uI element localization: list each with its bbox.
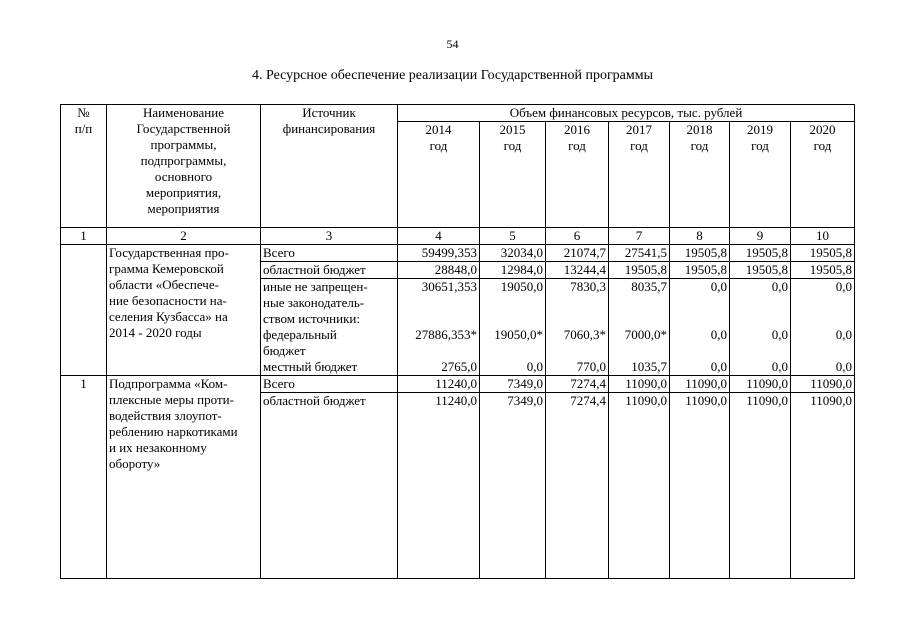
value-cell: 7349,0 (480, 393, 546, 579)
value-cell: 11090,0 (730, 393, 791, 579)
value-cell: 0,0 (480, 359, 546, 376)
column-number: 3 (261, 228, 398, 245)
header-text: подпрограммы, (140, 153, 227, 168)
year-header: 2016 год (546, 122, 609, 228)
value-cell: 19050,0 (480, 279, 546, 328)
value-cell: 11090,0 (791, 376, 855, 393)
source-cell: Всего (261, 376, 398, 393)
column-number: 7 (609, 228, 670, 245)
value-cell: 11090,0 (670, 376, 730, 393)
header-text: № (77, 105, 90, 120)
value-cell: 32034,0 (480, 245, 546, 262)
column-number: 5 (480, 228, 546, 245)
value-cell: 0,0 (730, 359, 791, 376)
subprogram-name-line: водействия злоупот- (109, 408, 222, 423)
program-name-line: 2014 - 2020 годы (109, 325, 202, 340)
header-text: мероприятия, (145, 185, 222, 200)
header-text: Наименование (143, 105, 224, 120)
value-cell: 19505,8 (791, 262, 855, 279)
value-cell: 0,0 (670, 359, 730, 376)
value-cell: 28848,0 (398, 262, 480, 279)
value-cell: 11090,0 (670, 393, 730, 579)
source-cell: областной бюджет (261, 262, 398, 279)
value-cell: 13244,4 (546, 262, 609, 279)
header-col-name (107, 105, 261, 228)
header-col-no (61, 105, 107, 228)
year-header: 2015 год (480, 122, 546, 228)
value-cell: 27541,5 (609, 245, 670, 262)
value-cell: 7830,3 (546, 279, 609, 328)
value-cell: 0,0 (670, 327, 730, 359)
subprogram-name-line: плексные меры проти- (109, 392, 234, 407)
year-header: 2020 год (791, 122, 855, 228)
source-cell (261, 279, 398, 328)
value-cell: 8035,7 (609, 279, 670, 328)
subprogram-name-line: реблению наркотиками (109, 424, 238, 439)
value-cell: 7274,4 (546, 393, 609, 579)
header-text: финансирования (282, 121, 376, 136)
value-cell: 7060,3* (546, 327, 609, 359)
program-name (107, 245, 261, 376)
value-cell: 19505,8 (791, 245, 855, 262)
year-header: 2019 год (730, 122, 791, 228)
value-cell: 0,0 (730, 279, 791, 328)
column-number: 8 (670, 228, 730, 245)
program-name-line: Государственная про- (109, 245, 229, 260)
subprogram-name-line: и их незаконному (109, 440, 207, 455)
source-line: федеральный (263, 327, 337, 342)
value-cell: 0,0 (730, 327, 791, 359)
value-cell: 12984,0 (480, 262, 546, 279)
source-cell (261, 327, 398, 359)
column-number: 10 (791, 228, 855, 245)
column-number: 1 (61, 228, 107, 245)
value-cell: 11240,0 (398, 376, 480, 393)
value-cell: 2765,0 (398, 359, 480, 376)
source-line: ные законодатель- (263, 295, 365, 310)
page-number: 54 (446, 37, 459, 51)
program-row (61, 245, 855, 262)
column-number: 2 (107, 228, 261, 245)
program-name-line: грамма Кемеровской (109, 261, 224, 276)
value-cell: 19505,8 (670, 262, 730, 279)
year-header: 2017 год (609, 122, 670, 228)
value-cell: 27886,353* (398, 327, 480, 359)
document-title: 4. Ресурсное обеспечение реализации Государственной программы (251, 68, 654, 83)
year-header: 2014 год (398, 122, 480, 228)
value-cell: 11240,0 (398, 393, 480, 579)
program-name-line: ние безопасности на- (109, 293, 227, 308)
column-number: 6 (546, 228, 609, 245)
value-cell: 7349,0 (480, 376, 546, 393)
column-number-row (61, 228, 855, 245)
header-text: п/п (74, 121, 93, 136)
value-cell: 30651,353 (398, 279, 480, 328)
header-text: основного (154, 169, 213, 184)
column-number: 4 (398, 228, 480, 245)
value-cell: 59499,353 (398, 245, 480, 262)
subprogram-row (61, 376, 855, 393)
value-cell: 19505,8 (670, 245, 730, 262)
header-col-volume: Объем финансовых ресурсов, тыс. рублей (398, 105, 855, 122)
header-text: Источник (302, 105, 356, 120)
value-cell: 770,0 (546, 359, 609, 376)
source-line: иные не запрещен- (263, 279, 368, 294)
value-cell: 11090,0 (730, 376, 791, 393)
value-cell: 19050,0* (480, 327, 546, 359)
source-line: бюджет (263, 343, 306, 358)
value-cell: 0,0 (791, 279, 855, 328)
value-cell: 11090,0 (609, 393, 670, 579)
header-text: программы, (150, 137, 217, 152)
value-cell: 0,0 (791, 359, 855, 376)
value-cell: 7000,0* (609, 327, 670, 359)
subprogram-name-line: обороту» (109, 456, 161, 471)
resource-table (60, 104, 855, 579)
value-cell: 21074,7 (546, 245, 609, 262)
source-cell: Всего (261, 245, 398, 262)
value-cell: 7274,4 (546, 376, 609, 393)
value-cell: 11090,0 (791, 393, 855, 579)
program-name-line: области «Обеспече- (109, 277, 219, 292)
value-cell: 19505,8 (730, 262, 791, 279)
header-text: Государственной (136, 121, 231, 136)
source-cell: областной бюджет (261, 393, 398, 579)
value-cell: 19505,8 (609, 262, 670, 279)
subprogram-name (107, 376, 261, 579)
program-no (61, 245, 107, 376)
value-cell: 0,0 (791, 327, 855, 359)
subprogram-name-line: Подпрограмма «Ком- (109, 376, 228, 391)
header-row-1 (61, 105, 855, 122)
source-line: ством источники: (263, 311, 360, 326)
header-col-source (261, 105, 398, 228)
source-cell: местный бюджет (261, 359, 398, 376)
value-cell: 11090,0 (609, 376, 670, 393)
value-cell: 1035,7 (609, 359, 670, 376)
program-name-line: селения Кузбасса» на (109, 309, 228, 324)
value-cell: 19505,8 (730, 245, 791, 262)
subprogram-no: 1 (61, 376, 107, 579)
year-header: 2018 год (670, 122, 730, 228)
header-text: мероприятия (147, 201, 220, 216)
value-cell: 0,0 (670, 279, 730, 328)
column-number: 9 (730, 228, 791, 245)
